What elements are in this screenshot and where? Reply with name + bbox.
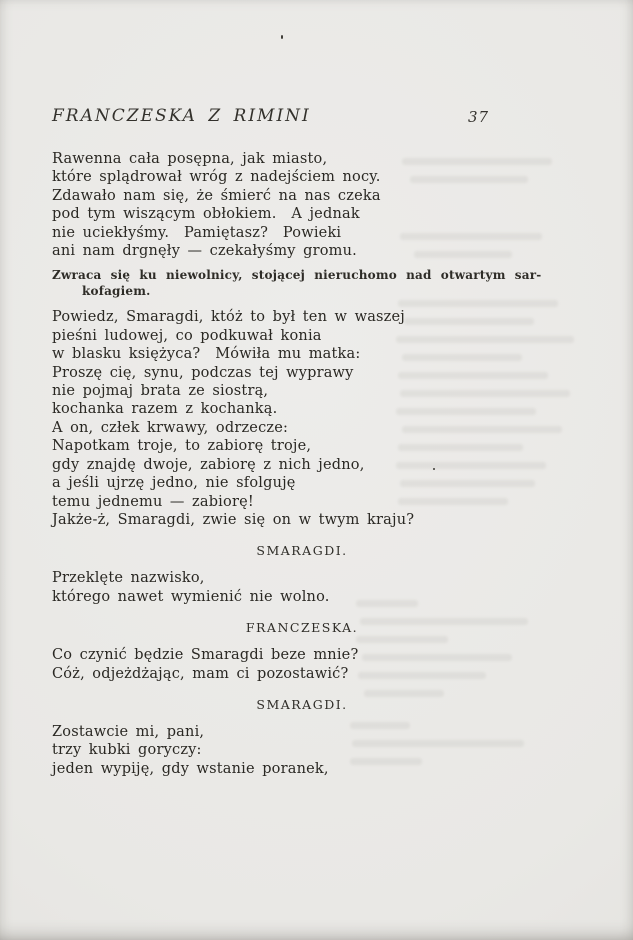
verse-line: Cóż, odjeżdżając, mam ci pozostawić? [52, 665, 349, 682]
verse-line: nie pojmaj brata ze siostrą, [52, 383, 269, 400]
stage-direction [52, 267, 552, 299]
verse-line: A on, człek krwawy, odrzecze: [52, 419, 289, 436]
speaker-heading: FRANCZESKA. [245, 620, 359, 636]
verse-line: gdy znajdę dwoje, zabiorę z nich jedno, [52, 456, 365, 473]
verse-stanza [52, 150, 552, 260]
verse-line: Zostawcie mi, pani, [52, 723, 205, 740]
speaker-heading: SMARAGDI. [256, 696, 348, 712]
running-header [52, 106, 552, 130]
text-column [52, 130, 552, 778]
verse-line: jeden wypiję, gdy wstanie poranek, [52, 760, 329, 777]
verse-line: Powiedz, Smaragdi, któż to był ten w waszej [52, 309, 405, 326]
verse-stanza [52, 569, 552, 606]
verse-line: Co czynić będzie Smaragdi beze mnie? [52, 647, 359, 664]
verse-line: Proszę cię, synu, podczas tej wyprawy [52, 364, 354, 381]
verse-line: Jakże-ż, Smaragdi, zwie się on w twym kraju? [52, 511, 415, 528]
verse-line: w blasku księżyca? Mówiła mu matka: [52, 346, 361, 363]
verse-line: trzy kubki goryczy: [52, 742, 202, 759]
verse-line: Rawenna cała posępna, jak miasto, [52, 151, 328, 167]
verse-stanza [52, 646, 552, 683]
ink-speck [281, 35, 283, 39]
verse-line: kochanka razem z kochanką. [52, 401, 278, 418]
verse-line: ani nam drgnęły — czekałyśmy gromu. [52, 243, 357, 260]
verse-line: którego nawet wymienić nie wolno. [52, 588, 330, 605]
verse-stanza [52, 723, 552, 778]
stage-direction-line: kofagiem. [82, 284, 151, 299]
verse-line: które splądrował wróg z nadejściem nocy. [52, 169, 381, 186]
verse-line: temu jednemu — zabiorę! [52, 493, 254, 510]
verse-line: Przeklęte nazwisko, [52, 570, 205, 587]
chapter-title: FRANCZESKA Z RIMINI [52, 106, 311, 126]
verse-line: Napotkam troje, to zabiorę troje, [52, 438, 312, 455]
verse-line: pod tym wiszącym obłokiem. A jednak [52, 206, 360, 223]
verse-line: nie uciekłyśmy. Pamiętasz? Powieki [52, 224, 342, 241]
verse-line: a jeśli ujrzę jedno, nie sfolguję [52, 475, 296, 492]
verse-line: pieśni ludowej, co podkuwał konia [52, 327, 322, 344]
stage-direction-line: Zwraca się ku niewolnicy, stojącej nieruchomo nad otwartym sar- [52, 268, 542, 283]
verse-stanza [52, 308, 552, 529]
page-number: 37 [468, 108, 490, 126]
verse-line: Zdawało nam się, że śmierć na nas czeka [52, 187, 381, 204]
speaker-heading: SMARAGDI. [256, 543, 348, 559]
